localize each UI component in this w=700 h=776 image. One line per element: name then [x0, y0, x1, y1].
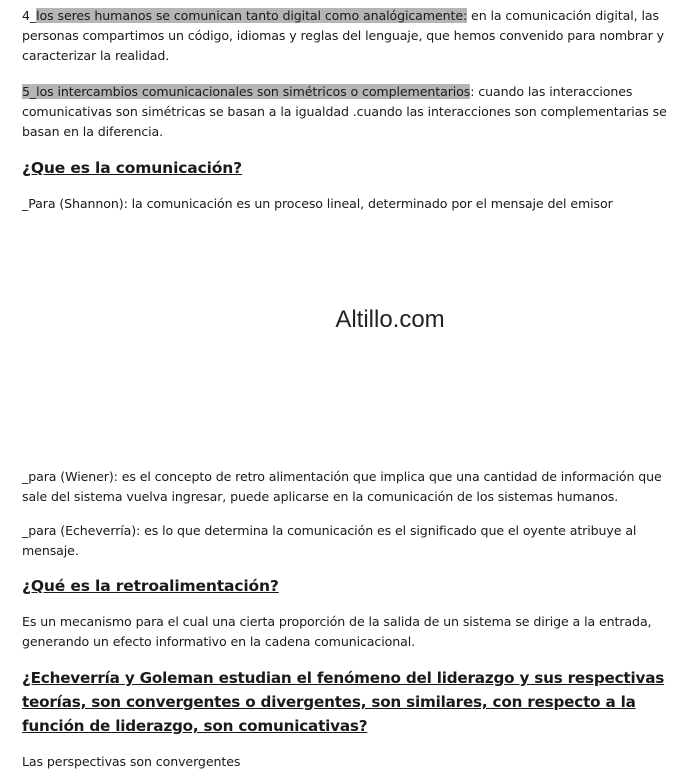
- item-5-paragraph: [22, 82, 686, 142]
- echeverria-paragraph: _para (Echeverría): es lo que determina la comunicación es el significado que el oyente atribuye al mensaje.: [22, 523, 637, 558]
- wiener-paragraph: _para (Wiener): es el concepto de retro alimentación que implica que una cantidad de información que sale del sistema vuelva ingresar, puede aplicarse en la comunicación de los sistemas humanos.: [22, 469, 662, 504]
- watermark-logo: Altillo.com: [335, 306, 445, 333]
- heading-liderazgo-question: ¿Echeverría y Goleman estudian el fenómeno del liderazgo y sus respectivas teorías, son convergentes o divergentes, son similares, con respecto a la función de liderazgo, son comunicativas?: [22, 669, 665, 735]
- retroalimentacion-paragraph: Es un mecanismo para el cual una cierta proporción de la salida de un sistema se dirige a la entrada, generando un efecto informativo en la cadena comunicacional.: [22, 614, 652, 649]
- answer-paragraph: Las perspectivas son convergentes: [22, 754, 241, 769]
- item-5-highlight: 5_los intercambios comunicacionales son simétricos o complementarios: [22, 84, 471, 99]
- heading-retroalimentacion: ¿Qué es la retroalimentación?: [22, 577, 279, 595]
- item-4-number: 4_: [22, 8, 37, 23]
- item-4-highlight: los seres humanos se comunican tanto digital como analógicamente:: [36, 8, 468, 23]
- item-5-text: : cuando las interacciones comunicativas son simétricas se basan a la igualdad .cuando las interacciones son complementarias se basan en la diferencia.: [22, 84, 667, 139]
- heading-que-es-comunicacion: ¿Que es la comunicación?: [22, 159, 243, 177]
- item-4-paragraph: [22, 6, 686, 66]
- item-4-text: en la comunicación digital, las personas compartimos un código, idiomas y reglas del lenguaje, que hemos convenido para nombrar y caracterizar la realidad.: [22, 8, 664, 63]
- shannon-paragraph: _Para (Shannon): la comunicación es un proceso lineal, determinado por el mensaje del emisor: [22, 196, 613, 211]
